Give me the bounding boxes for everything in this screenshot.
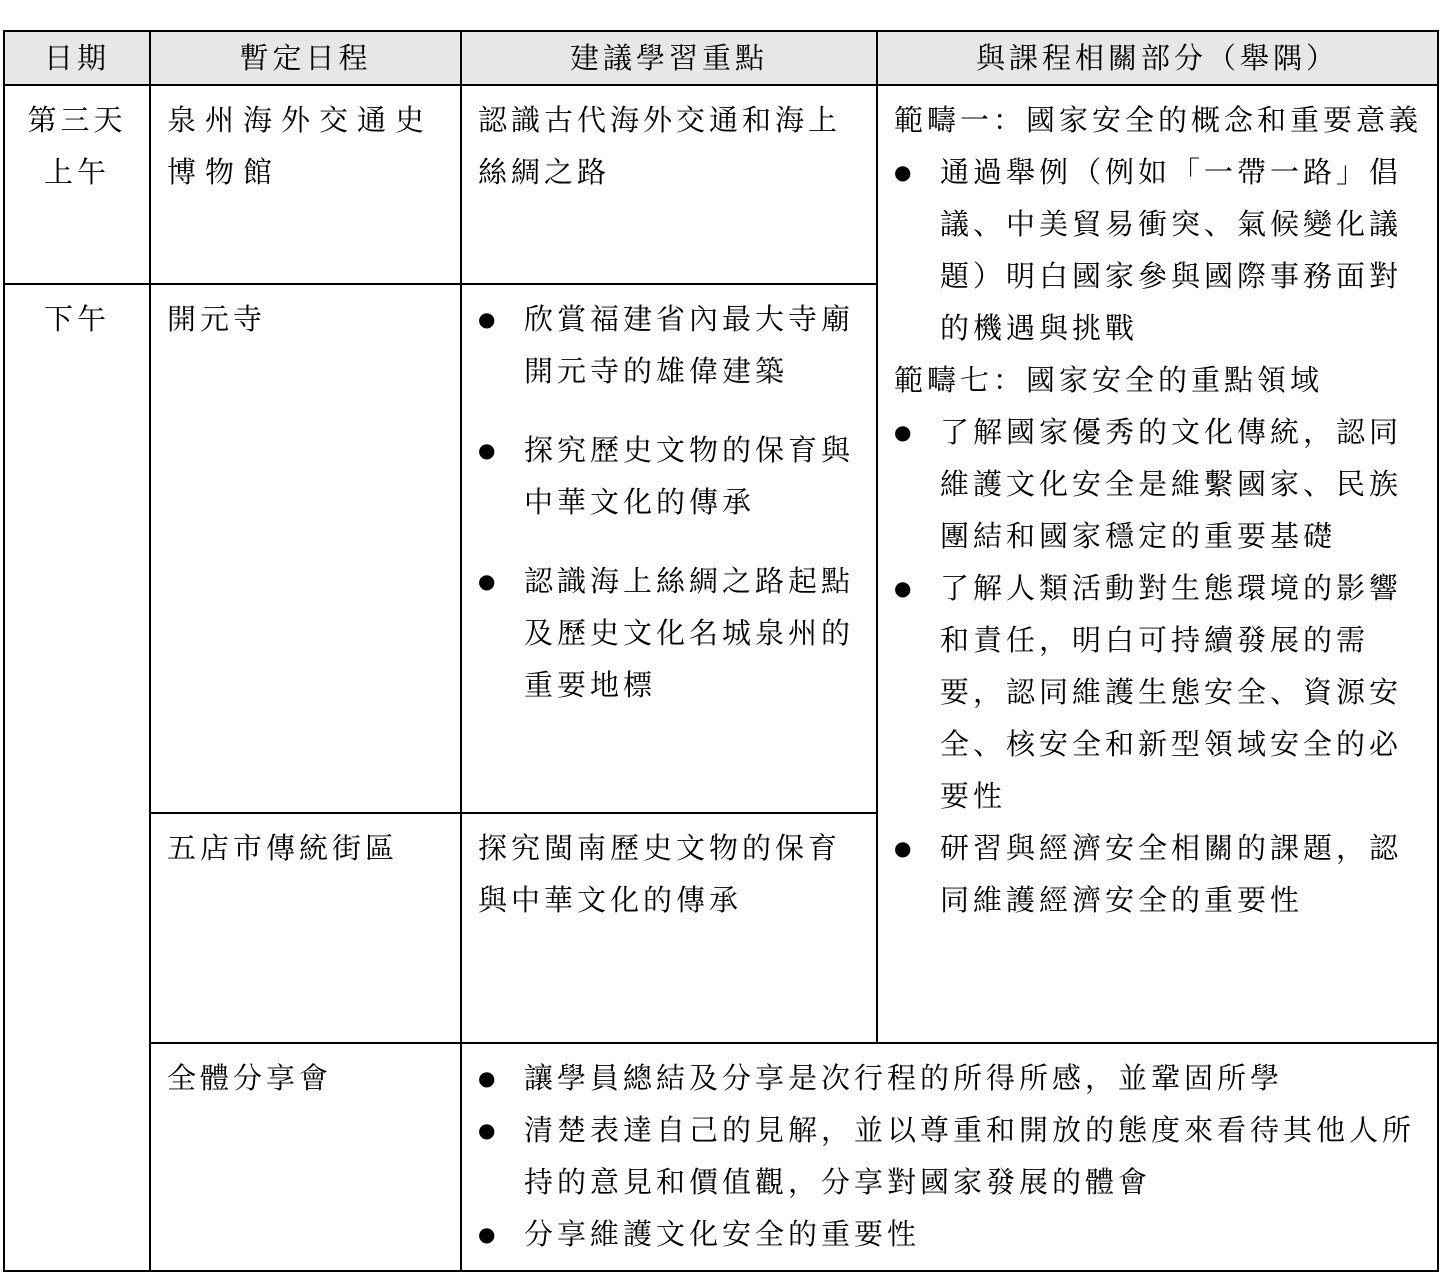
focus-list — [478, 1052, 1423, 1260]
itinerary-table — [3, 30, 1439, 1272]
schedule-item: 泉州海外交通史博物館 — [167, 103, 434, 189]
header-schedule: 暫定日程 — [150, 31, 461, 85]
focus-cell — [461, 85, 877, 284]
list-item: ● 通過舉例（例如「一帶一路」倡議、中美貿易衝突、氣候變化議題）明白國家參與國際事務面對的機遇與挑戰 — [894, 146, 1423, 354]
list-item: ● 分享維護文化安全的重要性 — [478, 1208, 1423, 1260]
focus-cell — [461, 284, 877, 813]
list-item: ● 讓學員總結及分享是次行程的所得所感，並鞏固所學 — [478, 1052, 1423, 1104]
schedule-item: 全體分享會 — [167, 1061, 333, 1095]
list-item: ● 了解人類活動對生態環境的影響和責任，明白可持續發展的需要，認同維護生態安全、資源安全、核安全和新型領域安全的必要性 — [894, 562, 1423, 822]
date-period: 上午 — [43, 155, 110, 189]
schedule-item: 五店市傳統街區 — [167, 831, 399, 865]
list-item: ● 探究歷史文物的保育與中華文化的傳承 — [478, 424, 862, 528]
curriculum-cell — [877, 85, 1438, 1043]
focus-cell — [461, 813, 877, 1043]
schedule-cell — [150, 813, 461, 1043]
schedule-item: 開元寺 — [167, 302, 267, 336]
date-day: 第三天 — [27, 103, 127, 137]
header-learning-focus: 建議學習重點 — [461, 31, 877, 85]
schedule-cell — [150, 85, 461, 284]
table-row — [4, 85, 1438, 284]
curriculum-topic-7-title: 範疇七：國家安全的重點領域 — [894, 363, 1324, 397]
header-curriculum: 與課程相關部分（舉隅） — [877, 31, 1438, 85]
date-period: 下午 — [43, 302, 110, 336]
list-item: ● 清楚表達自己的見解，並以尊重和開放的態度來看待其他人所持的意見和價值觀，分享對國家發展的體會 — [478, 1104, 1423, 1208]
focus-list — [478, 293, 862, 711]
curriculum-topic-7-list — [894, 406, 1423, 926]
list-item: ● 了解國家優秀的文化傳統，認同維護文化安全是維繫國家、民族團結和國家穩定的重要基礎 — [894, 406, 1423, 562]
curriculum-topic-1-title: 範疇一：國家安全的概念和重要意義 — [894, 103, 1423, 137]
schedule-cell — [150, 1043, 461, 1271]
list-item: ● 欣賞福建省內最大寺廟開元寺的雄偉建築 — [478, 293, 862, 397]
date-cell-day3-am — [4, 85, 150, 284]
table-row — [4, 1043, 1438, 1271]
focus-cell-wide — [461, 1043, 1438, 1271]
curriculum-topic-1-list — [894, 146, 1423, 354]
focus-text: 探究閩南歷史文物的保育與中華文化的傳承 — [478, 831, 842, 917]
list-item: ● 認識海上絲綢之路起點及歷史文化名城泉州的重要地標 — [478, 555, 862, 711]
header-date: 日期 — [4, 31, 150, 85]
schedule-cell — [150, 284, 461, 813]
date-cell-pm — [4, 284, 150, 1271]
header-row — [4, 31, 1438, 85]
list-item: ● 研習與經濟安全相關的課題，認同維護經濟安全的重要性 — [894, 822, 1423, 926]
focus-text: 認識古代海外交通和海上絲綢之路 — [478, 103, 842, 189]
